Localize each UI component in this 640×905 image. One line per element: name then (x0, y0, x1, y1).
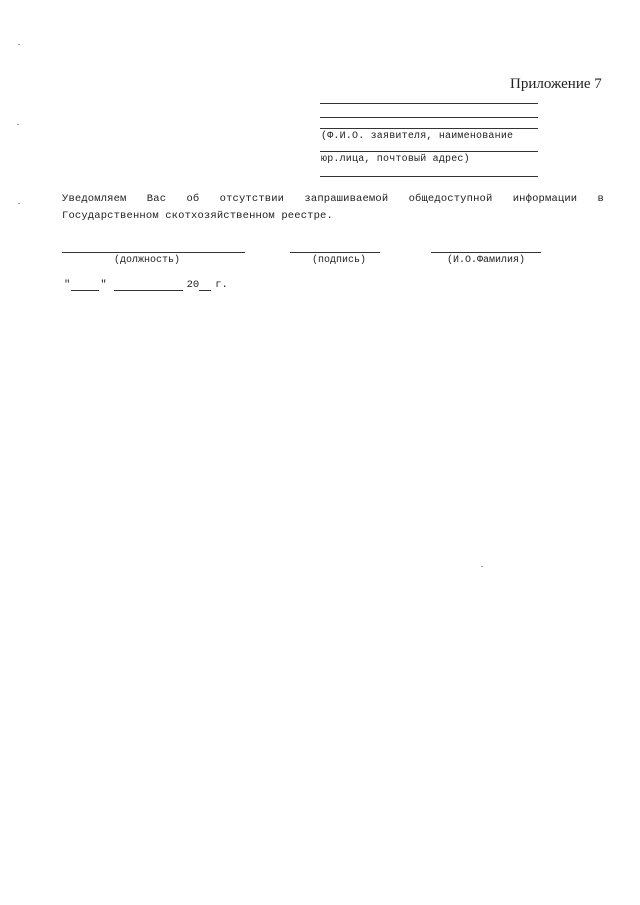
address-line-5 (320, 176, 538, 177)
address-line-2 (320, 117, 538, 118)
date-close-quote: " (100, 279, 107, 291)
signature-caption: (подпись) (311, 255, 366, 266)
date-year-blank (199, 282, 211, 291)
scan-speck (481, 566, 483, 567)
date-line (64, 279, 228, 291)
notice-word: Вас (146, 193, 167, 205)
name-line (431, 252, 541, 253)
notice-line-2: Государственном скотхозяйственном реестре. (62, 210, 333, 222)
address-caption-line-1: (Ф.И.О. заявителя, наименование (321, 131, 514, 142)
scan-speck (18, 44, 20, 45)
date-year-prefix: 20 (186, 279, 200, 291)
notice-word: информации (512, 193, 578, 205)
position-line (62, 252, 245, 253)
address-line-3 (320, 128, 538, 129)
scan-speck (18, 203, 20, 204)
notice-word: об (186, 193, 200, 205)
notice-word: запрашиваемой (304, 193, 389, 205)
scan-speck (17, 124, 19, 125)
address-caption-line-2: юр.лица, почтовый адрес) (321, 154, 470, 165)
date-open-quote: " (64, 279, 71, 291)
appendix-label: Приложение 7 (510, 76, 602, 92)
notice-word: общедоступной (408, 193, 493, 205)
date-day-blank (71, 282, 99, 291)
date-month-blank (114, 282, 183, 291)
notice-word: в (597, 193, 604, 205)
date-year-suffix: г. (215, 279, 228, 291)
address-line-4 (320, 151, 538, 152)
signature-line (290, 252, 380, 253)
address-line-1 (320, 103, 538, 104)
notice-word: отсутствии (219, 193, 285, 205)
notice-word: Уведомляем (62, 193, 127, 205)
name-caption: (И.О.Фамилия) (446, 255, 525, 266)
notice-line-1 (62, 193, 604, 205)
position-caption: (должность) (113, 255, 180, 266)
